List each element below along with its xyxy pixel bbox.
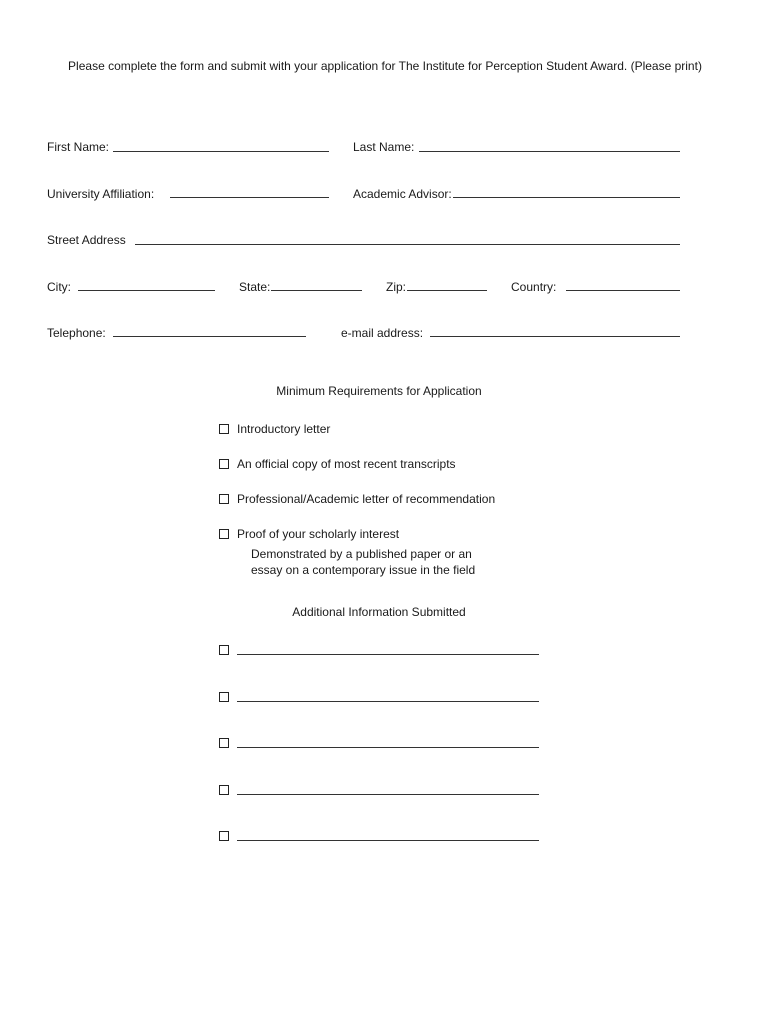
- additional-field-4[interactable]: [237, 794, 539, 795]
- requirement-checkbox-2[interactable]: [219, 459, 229, 469]
- street-field[interactable]: [135, 244, 680, 245]
- zip-field[interactable]: [407, 290, 487, 291]
- requirements-heading: Minimum Requirements for Application: [276, 384, 482, 398]
- requirement-checkbox-4[interactable]: [219, 529, 229, 539]
- city-field[interactable]: [78, 290, 215, 291]
- additional-field-5[interactable]: [237, 840, 539, 841]
- city-label: City:: [47, 280, 71, 294]
- requirement-note-line-2: essay on a contemporary issue in the field: [251, 563, 476, 577]
- form-instructions: Please complete the form and submit with your application for The Institute for Perception Student Award. (Please print): [68, 59, 702, 73]
- requirement-label-1: Introductory letter: [237, 422, 331, 436]
- additional-field-1[interactable]: [237, 654, 539, 655]
- advisor-field[interactable]: [453, 197, 680, 198]
- university-field[interactable]: [170, 197, 329, 198]
- additional-field-3[interactable]: [237, 747, 539, 748]
- university-label: University Affiliation:: [47, 187, 155, 201]
- requirement-checkbox-3[interactable]: [219, 494, 229, 504]
- additional-checkbox-4[interactable]: [219, 785, 229, 795]
- email-field[interactable]: [430, 336, 680, 337]
- state-label: State:: [239, 280, 271, 294]
- requirement-checkbox-1[interactable]: [219, 424, 229, 434]
- requirement-label-3: Professional/Academic letter of recommendation: [237, 492, 496, 506]
- additional-checkbox-2[interactable]: [219, 692, 229, 702]
- first-name-field[interactable]: [113, 151, 329, 152]
- additional-checkbox-5[interactable]: [219, 831, 229, 841]
- first-name-label: First Name:: [47, 140, 110, 154]
- email-label: e-mail address:: [341, 326, 424, 340]
- country-field[interactable]: [566, 290, 680, 291]
- requirement-label-2: An official copy of most recent transcripts: [237, 457, 456, 471]
- last-name-label: Last Name:: [353, 140, 415, 154]
- additional-checkbox-3[interactable]: [219, 738, 229, 748]
- country-label: Country:: [511, 280, 557, 294]
- zip-label: Zip:: [386, 280, 407, 294]
- requirement-label-4: Proof of your scholarly interest: [237, 527, 400, 541]
- telephone-label: Telephone:: [47, 326, 106, 340]
- telephone-field[interactable]: [113, 336, 306, 337]
- street-label: Street Address: [47, 233, 126, 247]
- additional-field-2[interactable]: [237, 701, 539, 702]
- last-name-field[interactable]: [419, 151, 680, 152]
- advisor-label: Academic Advisor:: [353, 187, 452, 201]
- state-field[interactable]: [271, 290, 362, 291]
- additional-info-heading: Additional Information Submitted: [292, 605, 466, 619]
- requirement-note-line-1: Demonstrated by a published paper or an: [251, 547, 472, 561]
- additional-checkbox-1[interactable]: [219, 645, 229, 655]
